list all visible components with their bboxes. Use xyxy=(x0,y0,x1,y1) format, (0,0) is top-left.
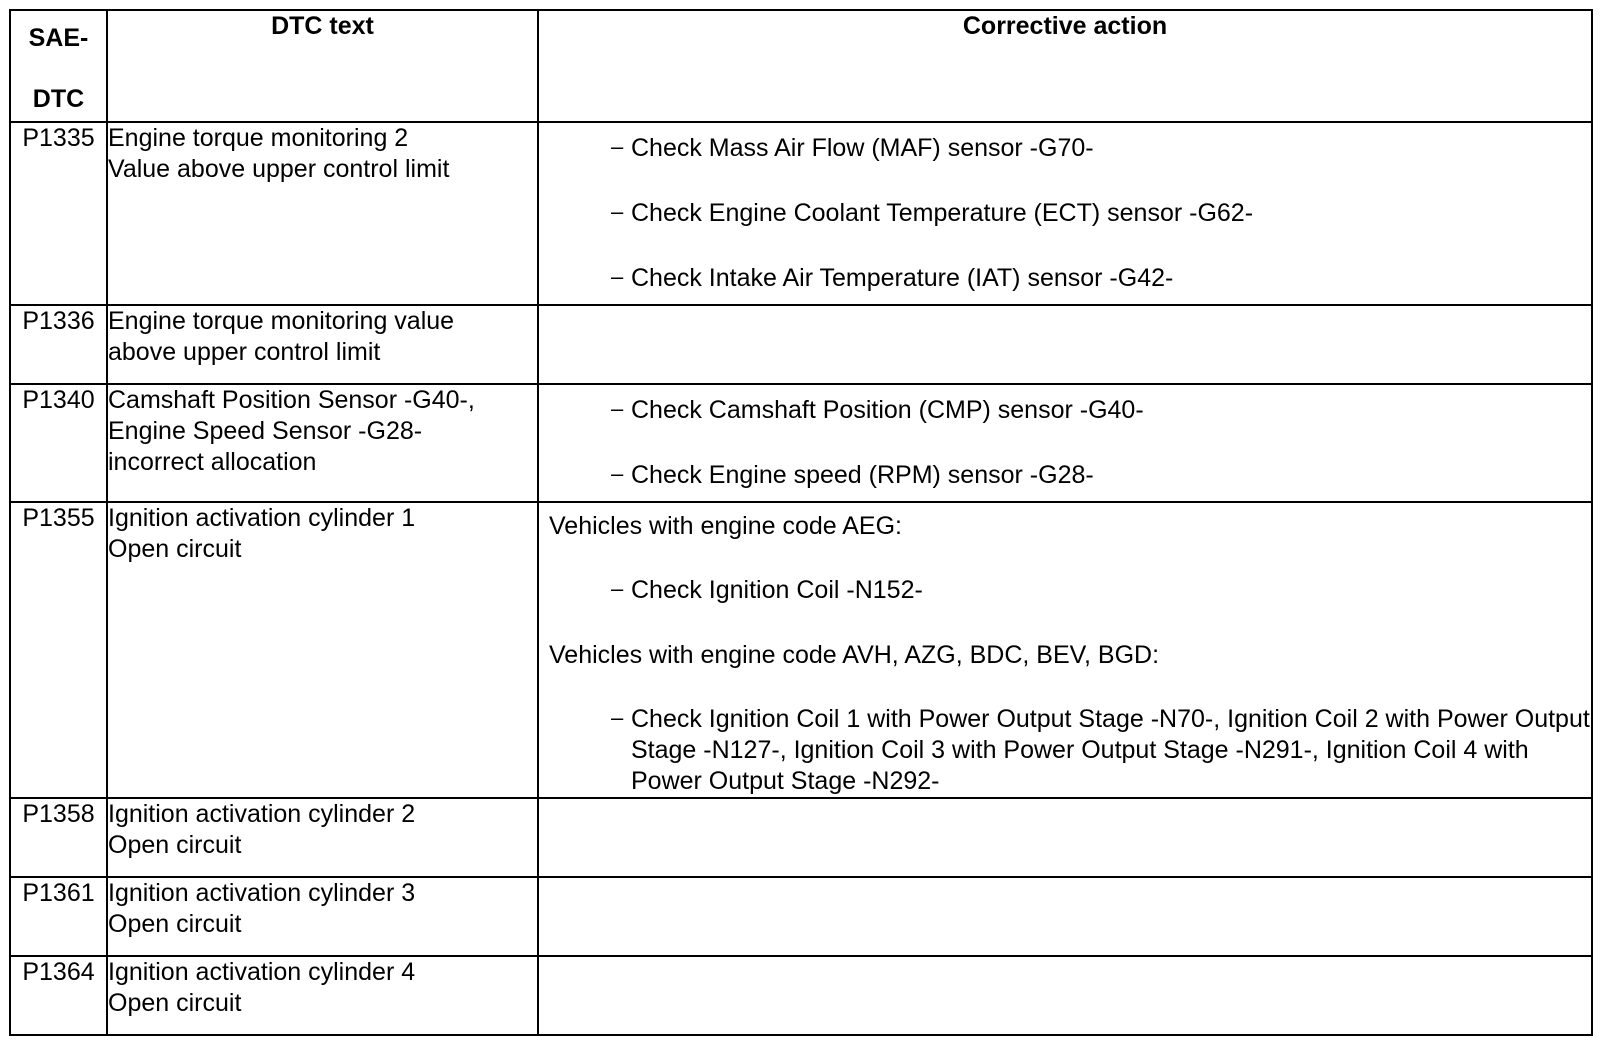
dtc-code: P1364 xyxy=(10,956,107,1035)
action-item xyxy=(611,395,1591,426)
header-sae-dtc-line2: DTC xyxy=(32,85,85,113)
dtc-text xyxy=(107,122,538,305)
table-header-row xyxy=(10,10,1592,122)
dash-bullet-icon: – xyxy=(611,461,624,486)
dtc-text-line: Open circuit xyxy=(108,910,242,938)
dash-bullet-icon: – xyxy=(611,705,624,730)
table-row xyxy=(10,122,1592,305)
dtc-text xyxy=(107,384,538,502)
dtc-text xyxy=(107,502,538,798)
corrective-action xyxy=(538,877,1592,956)
action-text: Check Ignition Coil 1 with Power Output Stage -N70-, Ignition Coil 2 with Power Output Stage -N127-, Ignition Coil 3 with Power Output Stage -N291-, Ignition Coil 4 with Power Output Stage -N292- xyxy=(631,705,1590,795)
vehicle-group-label: Vehicles with engine code AEG: xyxy=(549,512,903,540)
header-sae-dtc xyxy=(10,10,107,122)
dtc-code: P1355 xyxy=(10,502,107,798)
dash-bullet-icon: – xyxy=(611,264,624,289)
dtc-text-line: Engine Speed Sensor -G28- xyxy=(108,417,423,445)
table-row xyxy=(10,384,1592,502)
header-dtc-text: DTC text xyxy=(107,10,538,122)
corrective-action xyxy=(538,384,1592,502)
table-row xyxy=(10,877,1592,956)
dtc-text-line: Open circuit xyxy=(108,989,242,1017)
dtc-table xyxy=(9,9,1593,1036)
action-text: Check Engine Coolant Temperature (ECT) sensor -G62- xyxy=(631,199,1254,227)
dtc-text-line: above upper control limit xyxy=(108,338,381,366)
action-text: Check Engine speed (RPM) sensor -G28- xyxy=(631,461,1094,489)
dtc-code: P1336 xyxy=(10,305,107,384)
action-item xyxy=(611,198,1591,229)
corrective-action xyxy=(538,798,1592,877)
corrective-action xyxy=(538,305,1592,384)
dtc-text xyxy=(107,798,538,877)
dash-bullet-icon: – xyxy=(611,396,624,421)
dtc-text-line: Ignition activation cylinder 3 xyxy=(108,879,416,907)
action-text: Check Camshaft Position (CMP) sensor -G40- xyxy=(631,396,1144,424)
dtc-text-line: Open circuit xyxy=(108,831,242,859)
dtc-text-line: Ignition activation cylinder 1 xyxy=(108,504,416,532)
dtc-text-line: incorrect allocation xyxy=(108,448,317,476)
dtc-text-line: Open circuit xyxy=(108,535,242,563)
dash-bullet-icon: – xyxy=(611,134,624,159)
header-sae-dtc-line1: SAE- xyxy=(28,24,89,52)
table-row xyxy=(10,956,1592,1035)
dtc-text xyxy=(107,877,538,956)
dtc-text-line: Value above upper control limit xyxy=(108,155,450,183)
header-corrective-action: Corrective action xyxy=(538,10,1592,122)
action-item xyxy=(611,575,1591,606)
action-text: Check Ignition Coil -N152- xyxy=(631,576,923,604)
dtc-text xyxy=(107,956,538,1035)
dtc-text-line: Engine torque monitoring value xyxy=(108,307,455,335)
corrective-action xyxy=(538,502,1592,798)
dash-bullet-icon: – xyxy=(611,199,624,224)
vehicle-group-label: Vehicles with engine code AVH, AZG, BDC, BEV, BGD: xyxy=(549,641,1160,669)
dash-bullet-icon: – xyxy=(611,576,624,601)
corrective-action xyxy=(538,122,1592,305)
dtc-text-line: Camshaft Position Sensor -G40-, xyxy=(108,386,475,414)
dtc-text xyxy=(107,305,538,384)
dtc-code: P1358 xyxy=(10,798,107,877)
dtc-code: P1335 xyxy=(10,122,107,305)
table-row xyxy=(10,502,1592,798)
action-text: Check Intake Air Temperature (IAT) sensor -G42- xyxy=(631,264,1174,292)
action-item xyxy=(611,704,1591,797)
dtc-code: P1340 xyxy=(10,384,107,502)
table-row xyxy=(10,798,1592,877)
dtc-code: P1361 xyxy=(10,877,107,956)
action-text: Check Mass Air Flow (MAF) sensor -G70- xyxy=(631,134,1094,162)
action-item xyxy=(611,263,1591,294)
table-row xyxy=(10,305,1592,384)
dtc-text-line: Ignition activation cylinder 2 xyxy=(108,800,416,828)
dtc-text-line: Engine torque monitoring 2 xyxy=(108,124,409,152)
action-item xyxy=(611,133,1591,164)
action-item xyxy=(611,460,1591,491)
corrective-action xyxy=(538,956,1592,1035)
dtc-text-line: Ignition activation cylinder 4 xyxy=(108,958,416,986)
